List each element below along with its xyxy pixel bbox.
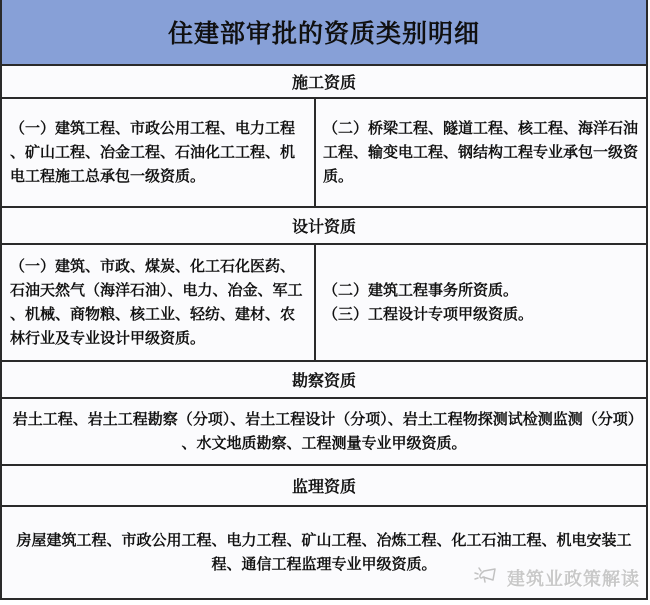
- watermark-text: 建筑业政策解读: [507, 569, 640, 589]
- design-item-3: （三）工程设计专项甲级资质。: [323, 305, 534, 323]
- construction-item-2: （二）桥梁工程、隧道工程、核工程、海洋石油工程、输变电工程、钢结构工程专业承包一级资质。: [323, 119, 639, 185]
- section-header-design: 设计资质: [2, 206, 646, 243]
- survey-item: 岩土工程、岩土工程勘察（分项）、岩土工程设计（分项）、岩土工程物探测试检测监测（分项）、水文地质勘察、工程测量专业甲级资质。: [12, 410, 636, 452]
- construction-cell-right: [316, 99, 646, 206]
- section-header-construction: 施工资质: [2, 64, 646, 97]
- survey-cell: [2, 399, 646, 464]
- table-title-bar: [2, 0, 646, 64]
- supervision-row: [2, 505, 646, 598]
- section-header-supervision: 监理资质: [2, 464, 646, 505]
- supervision-item: 房屋建筑工程、市政公用工程、电力工程、矿山工程、冶炼工程、化工石油工程、机电安装工程、通信工程监理专业甲级资质。: [16, 531, 632, 573]
- survey-row: [2, 397, 646, 464]
- design-cell-left: [2, 245, 316, 360]
- page-title: 住建部审批的资质类别明细: [167, 20, 480, 48]
- design-cell-right: [316, 245, 646, 360]
- construction-cell-left: [2, 99, 316, 206]
- design-row: [2, 243, 646, 360]
- supervision-cell: [2, 507, 646, 598]
- construction-row: [2, 97, 646, 206]
- construction-item-1: （一）建筑工程、市政公用工程、电力工程、矿山工程、冶金工程、石油化工工程、机电工程施工总承包一级资质。: [10, 119, 296, 185]
- design-item-2: （二）建筑工程事务所资质。: [323, 281, 519, 299]
- section-header-survey: 勘察资质: [2, 360, 646, 397]
- design-item-1: （一）建筑、市政、煤炭、化工石化医药、石油天然气（海洋石油）、电力、冶金、军工、机械、商物粮、核工业、轻纺、建材、农林行业及专业设计甲级资质。: [10, 257, 303, 347]
